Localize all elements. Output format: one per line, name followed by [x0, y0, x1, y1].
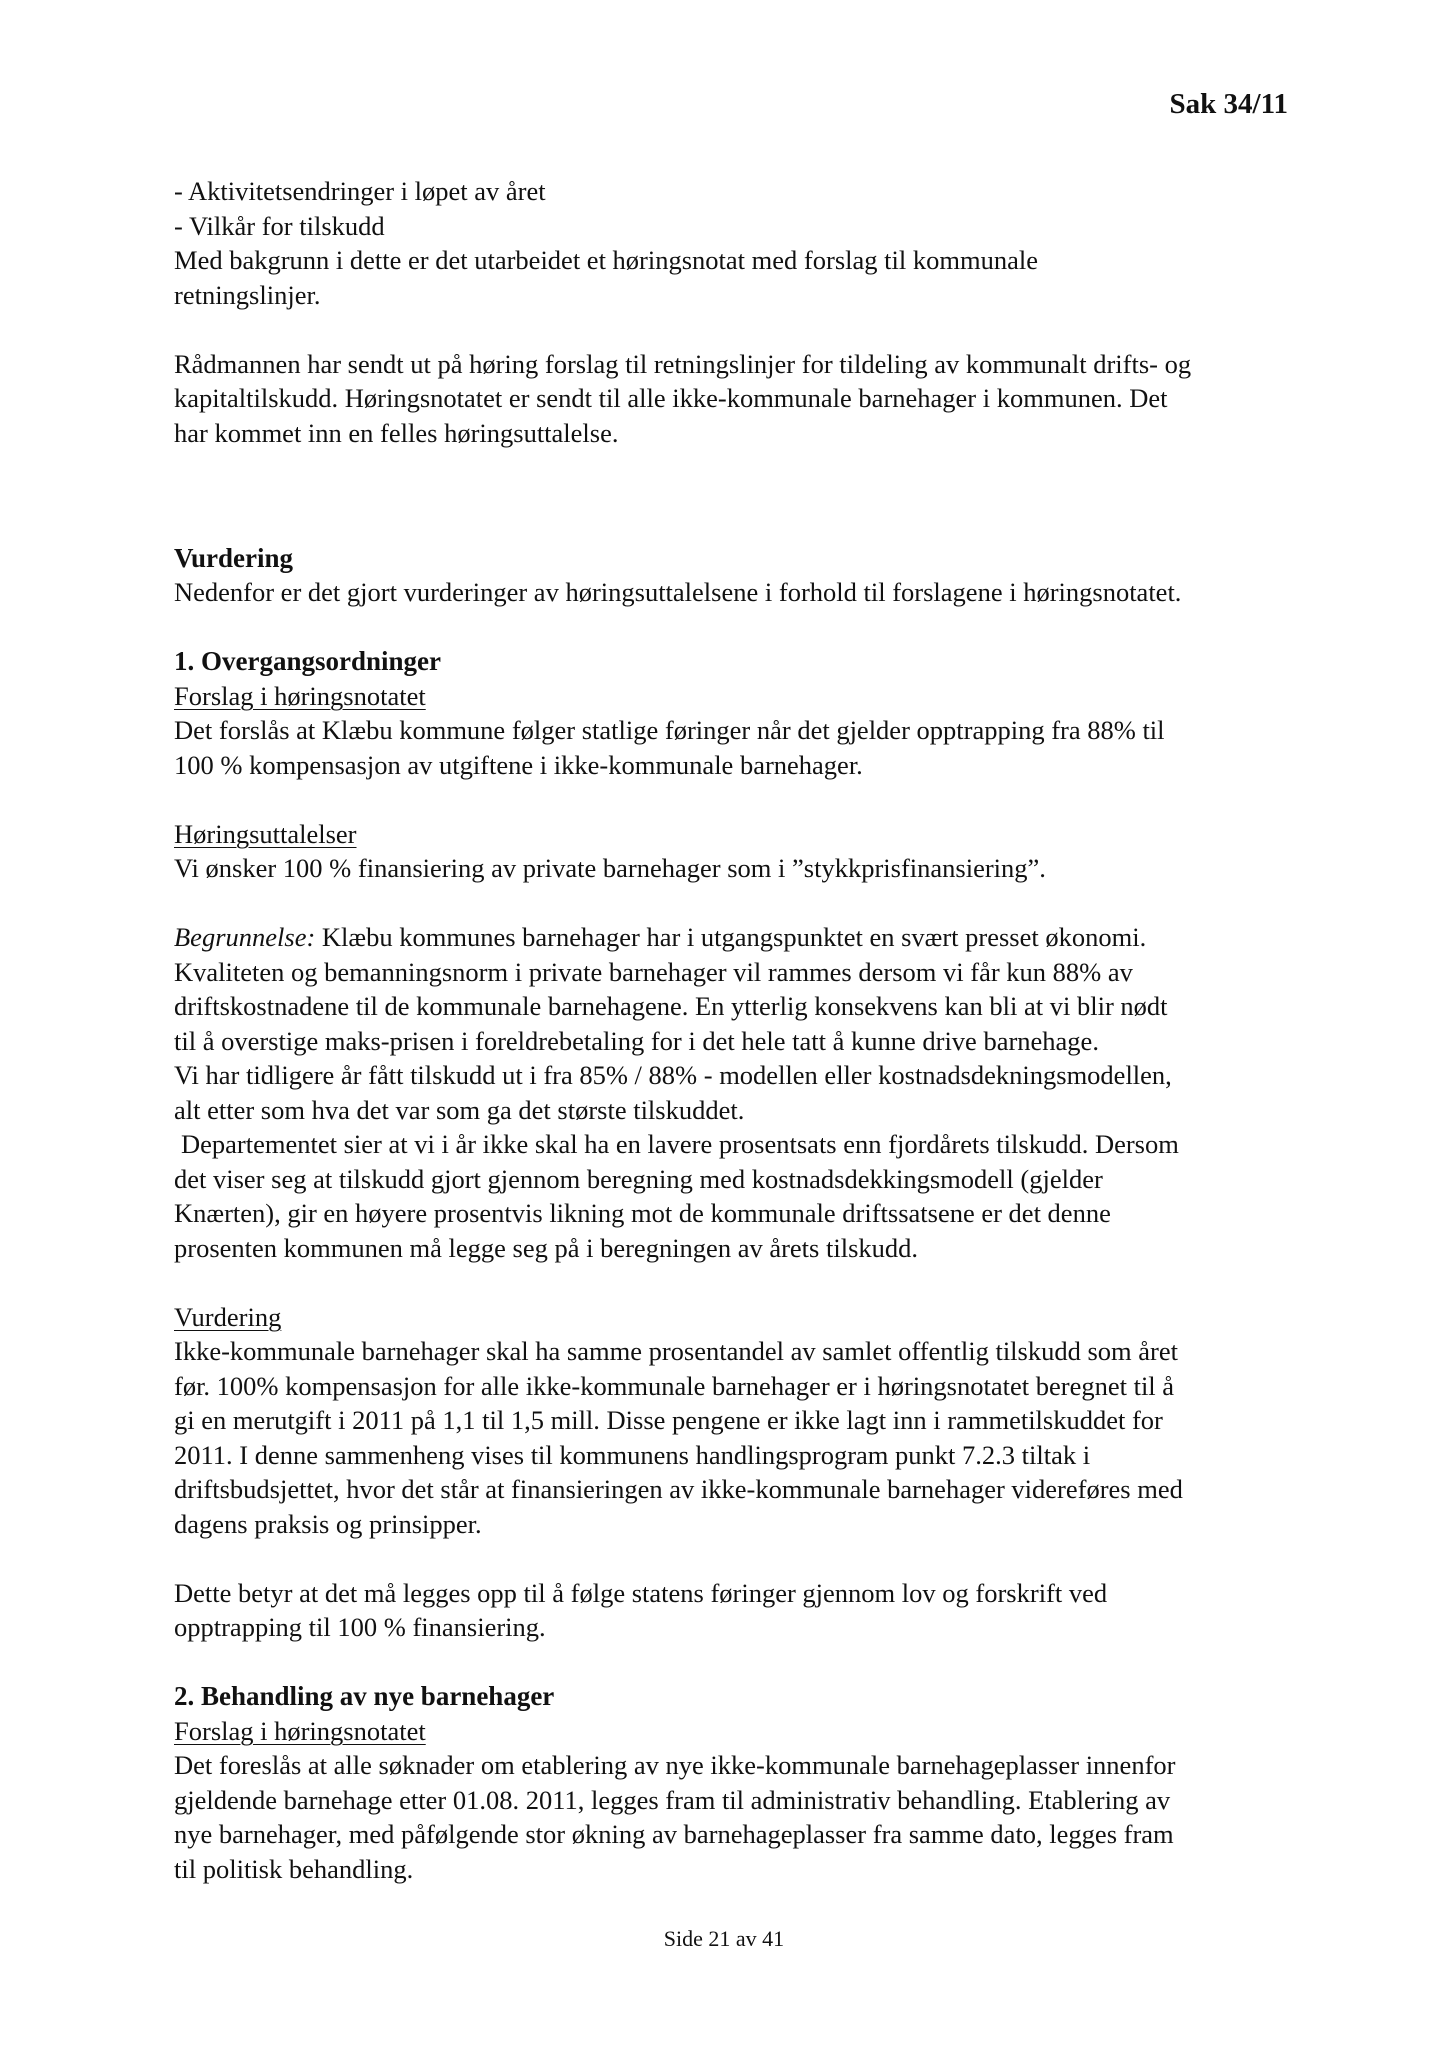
- body-line: Det forslås at Klæbu kommune følger statlige føringer når det gjelder opptrapping fra 88% til: [174, 715, 1165, 745]
- body-line: før. 100% kompensasjon for alle ikke-kommunale barnehager er i høringsnotatet beregnet til å: [174, 1370, 1175, 1401]
- body-line: Nedenfor er det gjort vurderinger av høringsuttalelsene i forhold til forslagene i høringsnotatet.: [174, 577, 1182, 607]
- body-line: prosenten kommunen må legge seg på i beregningen av årets tilskudd.: [174, 1232, 919, 1263]
- subheading-assessment: Vurdering: [174, 1301, 282, 1332]
- reason-label: Begrunnelse:: [174, 922, 316, 952]
- subheading-statements: Høringsuttalelser: [174, 818, 357, 849]
- body-line: Vi ønsker 100 % finansiering av private barnehager som i ”stykkprisfinansiering”.: [174, 853, 1046, 883]
- body-line: Med bakgrunn i dette er det utarbeidet et høringsnotat med forslag til kommunale: [174, 245, 1038, 275]
- body-line: Departementet sier at vi i år ikke skal ha en lavere prosentsats enn fjordårets tilskudd. Dersom: [181, 1129, 1179, 1159]
- body-line: det viser seg at tilskudd gjort gjennom beregning med kostnadsdekkingsmodell (gjelder: [174, 1163, 1103, 1194]
- bullet-item: - Aktivitetsendringer i løpet av året: [174, 176, 546, 206]
- body-line: Vi har tidligere år fått tilskudd ut i fra 85% / 88% - modellen eller kostnadsdekningsmodellen,: [174, 1060, 1172, 1090]
- reason-text: Klæbu kommunes barnehager har i utgangspunktet en svært presset økonomi.: [315, 922, 1147, 952]
- bullet-item: - Vilkår for tilskudd: [174, 210, 385, 241]
- subheading-proposal: Forslag i høringsnotatet: [174, 680, 426, 711]
- case-reference: Sak 34/11: [1169, 88, 1288, 120]
- body-line: Kvaliteten og bemanningsnorm i private barnehager vil rammes dersom vi får kun 88% av: [174, 956, 1133, 987]
- body-line: gjeldende barnehage etter 01.08. 2011, legges fram til administrativ behandling. Etablering av: [174, 1784, 1171, 1815]
- body-line: 100 % kompensasjon av utgiftene i ikke-kommunale barnehager.: [174, 749, 863, 780]
- section-heading-overgangsordninger: 1. Overgangsordninger: [174, 646, 441, 676]
- body-line: Ikke-kommunale barnehager skal ha samme prosentandel av samlet offentlig tilskudd som året: [174, 1336, 1178, 1366]
- reason-line: [174, 920, 1304, 955]
- body-line: opptrapping til 100 % finansiering.: [174, 1612, 546, 1642]
- body-line: driftsbudsjettet, hvor det står at finansieringen av ikke-kommunale barnehager videreføres med: [174, 1474, 1183, 1504]
- body-line: driftskostnadene til de kommunale barnehagene. En ytterlig konsekvens kan bli at vi blir nødt: [174, 991, 1168, 1021]
- section-heading-new-kindergartens: 2. Behandling av nye barnehager: [174, 1681, 555, 1711]
- body-line: gi en merutgift i 2011 på 1,1 til 1,5 mill. Disse pengene er ikke lagt inn i rammetilskuddet for: [174, 1405, 1163, 1435]
- body-line: Dette betyr at det må legges opp til å følge statens føringer gjennom lov og forskrift ved: [174, 1577, 1108, 1608]
- body-line: alt etter som hva det var som ga det største tilskuddet.: [174, 1094, 745, 1125]
- body-line: kapitaltilskudd. Høringsnotatet er sendt til alle ikke-kommunale barnehager i kommunen. Det: [174, 383, 1168, 413]
- body-line: Knærten), gir en høyere prosentvis likning mot de kommunale driftssatsene er det denne: [174, 1198, 1111, 1228]
- body-line: Rådmannen har sendt ut på høring forslag til retningslinjer for tildeling av kommunalt drifts- og: [174, 348, 1192, 379]
- body-line: nye barnehager, med påfølgende stor økning av barnehageplasser fra samme dato, legges fram: [174, 1819, 1174, 1849]
- body-line: til å overstige maks-prisen i foreldrebetaling for i det hele tatt å kunne drive barnehage.: [174, 1025, 1099, 1056]
- body-line: har kommet inn en felles høringsuttalelse.: [174, 417, 619, 448]
- subheading-proposal: Forslag i høringsnotatet: [174, 1715, 426, 1746]
- body-line: til politisk behandling.: [174, 1853, 414, 1884]
- body-line: dagens praksis og prinsipper.: [174, 1508, 482, 1539]
- document-body: [174, 174, 1304, 1886]
- body-line: retningslinjer.: [174, 279, 321, 310]
- body-line: Det foreslås at alle søknader om etablering av nye ikke-kommunale barnehageplasser innenfor: [174, 1750, 1176, 1780]
- body-line: 2011. I denne sammenheng vises til kommunens handlingsprogram punkt 7.2.3 tiltak i: [174, 1439, 1091, 1470]
- page-number: Side 21 av 41: [663, 1926, 785, 1951]
- section-heading-vurdering: Vurdering: [174, 542, 294, 573]
